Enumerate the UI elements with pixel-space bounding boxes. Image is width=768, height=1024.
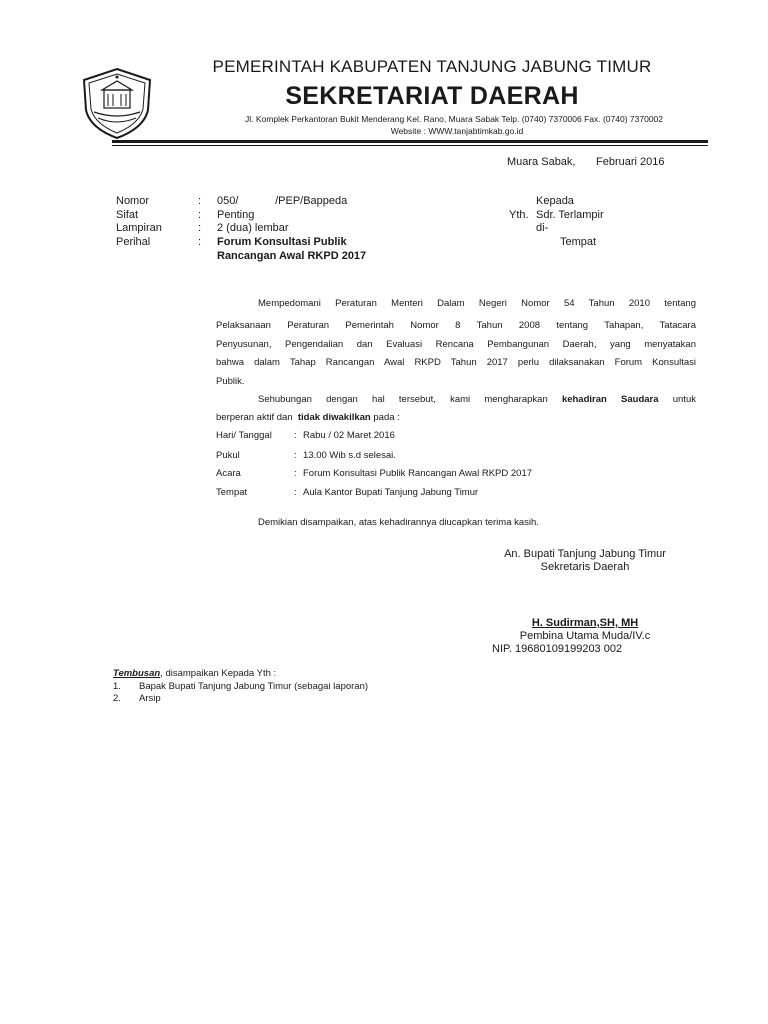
sifat-colon: : xyxy=(198,209,202,221)
tembusan-intro: , disampaikan Kepada Yth : xyxy=(160,668,277,679)
body-p2-line2-text-a: berperan aktif dan xyxy=(216,412,298,423)
schedule-event-value: Forum Konsultasi Publik Rancangan Awal RKPD 2017 xyxy=(303,468,533,479)
lampiran-label: Lampiran xyxy=(116,222,162,234)
tembusan-label: Tembusan xyxy=(113,668,161,679)
tembusan-heading xyxy=(113,668,276,679)
body-p2-emphasis-no-proxy: tidak diwakilkan xyxy=(297,412,371,423)
tembusan-item-1-number: 1. xyxy=(113,681,121,692)
recipient-name: Sdr. Terlampir xyxy=(536,209,604,221)
lampiran-colon: : xyxy=(198,222,202,234)
signatory-nip: NIP. 19680109199203 002 xyxy=(492,643,623,655)
schedule-venue-label: Tempat xyxy=(216,487,248,498)
tembusan-item-1-text: Bapak Bupati Tanjung Jabung Timur (sebagai laporan) xyxy=(139,681,369,692)
tembusan-item-2-number: 2. xyxy=(113,693,121,704)
body-p2-emphasis-attendance: kehadiran Saudara xyxy=(561,394,659,405)
body-p2-line2-text-c: pada : xyxy=(370,412,400,423)
schedule-venue-value: Aula Kantor Bupati Tanjung Jabung Timur xyxy=(303,487,479,498)
schedule-date-label: Hari/ Tanggal xyxy=(216,430,272,441)
recipient-place: Tempat xyxy=(560,236,597,248)
perihal-label: Perihal xyxy=(116,236,151,248)
body-p1-line2: Pelaksanaan Peraturan Pemerintah Nomor 8 Tahun 2008 tentang Tahapan, Tatacara xyxy=(216,320,696,331)
signatory-name: H. Sudirman,SH, MH xyxy=(531,617,639,629)
letter-place: Muara Sabak, xyxy=(507,156,576,168)
schedule-date-value: Rabu / 02 Maret 2016 xyxy=(303,430,395,441)
body-p2-line2 xyxy=(216,412,400,423)
body-p2-line1 xyxy=(216,394,696,405)
recipient-kepada: Kepada xyxy=(536,195,574,207)
recipient-yth: Yth. xyxy=(509,209,529,221)
sifat-label: Sifat xyxy=(116,209,139,221)
schedule-venue-colon: : xyxy=(294,487,297,498)
body-p1-line4: bahwa dalam Tahap Rancangan Awal RKPD Tahun 2017 perlu dilaksanakan Forum Konsultasi xyxy=(216,357,696,368)
schedule-date-colon: : xyxy=(294,430,297,441)
schedule-time-colon: : xyxy=(294,450,297,461)
letter-date: Februari 2016 xyxy=(596,156,665,168)
schedule-event-label: Acara xyxy=(216,468,241,479)
letterhead-rule-thick xyxy=(112,140,708,143)
lampiran-value: 2 (dua) lembar xyxy=(217,222,289,234)
body-p1-line3: Penyusunan, Pengendalian dan Evaluasi Rencana Pembangunan Daerah, yang menyatakan xyxy=(216,339,696,350)
body-p1-line1: Mempedomani Peraturan Menteri Dalam Negeri Nomor 54 Tahun 2010 tentang xyxy=(258,298,696,309)
signature-position: Sekretaris Daerah xyxy=(540,561,630,573)
body-p2-text-a: Sehubungan dengan hal tersebut, kami mengharapkan xyxy=(258,394,562,405)
signatory-rank: Pembina Utama Muda/IV.c xyxy=(519,630,651,642)
letterhead-office: SEKRETARIAT DAERAH xyxy=(285,82,579,110)
schedule-time-value: 13.00 Wib s.d selesai. xyxy=(303,450,396,461)
signature-on-behalf: An. Bupati Tanjung Jabung Timur xyxy=(504,548,666,560)
body-p1-line5: Publik. xyxy=(216,376,245,387)
nomor-colon: : xyxy=(198,195,202,207)
letterhead-rule-thin xyxy=(112,145,708,146)
perihal-value-line1: Forum Konsultasi Publik xyxy=(217,236,347,248)
schedule-event-colon: : xyxy=(294,468,297,479)
sifat-value: Penting xyxy=(217,209,255,221)
letterhead-government: PEMERINTAH KABUPATEN TANJUNG JABUNG TIMUR xyxy=(212,57,652,76)
tembusan-item-2-text: Arsip xyxy=(139,693,161,704)
nomor-label: Nomor xyxy=(116,195,150,207)
perihal-value-line2: Rancangan Awal RKPD 2017 xyxy=(217,250,367,262)
body-p2-text-c: untuk xyxy=(658,394,696,405)
closing-sentence: Demikian disampaikan, atas kehadirannya diucapkan terima kasih. xyxy=(258,517,539,528)
letterhead-website: Website : WWW.tanjabtimkab.go.id xyxy=(390,126,524,136)
nomor-value: 050/ /PEP/Bappeda xyxy=(217,195,348,207)
letterhead-address: Jl. Komplek Perkantoran Bukit Menderang Kel. Rano, Muara Sabak Telp. (0740) 7370006 Fax. (0740) 7370002 xyxy=(244,114,663,124)
perihal-colon: : xyxy=(198,236,202,248)
recipient-di: di- xyxy=(536,222,549,234)
schedule-time-label: Pukul xyxy=(216,450,240,461)
